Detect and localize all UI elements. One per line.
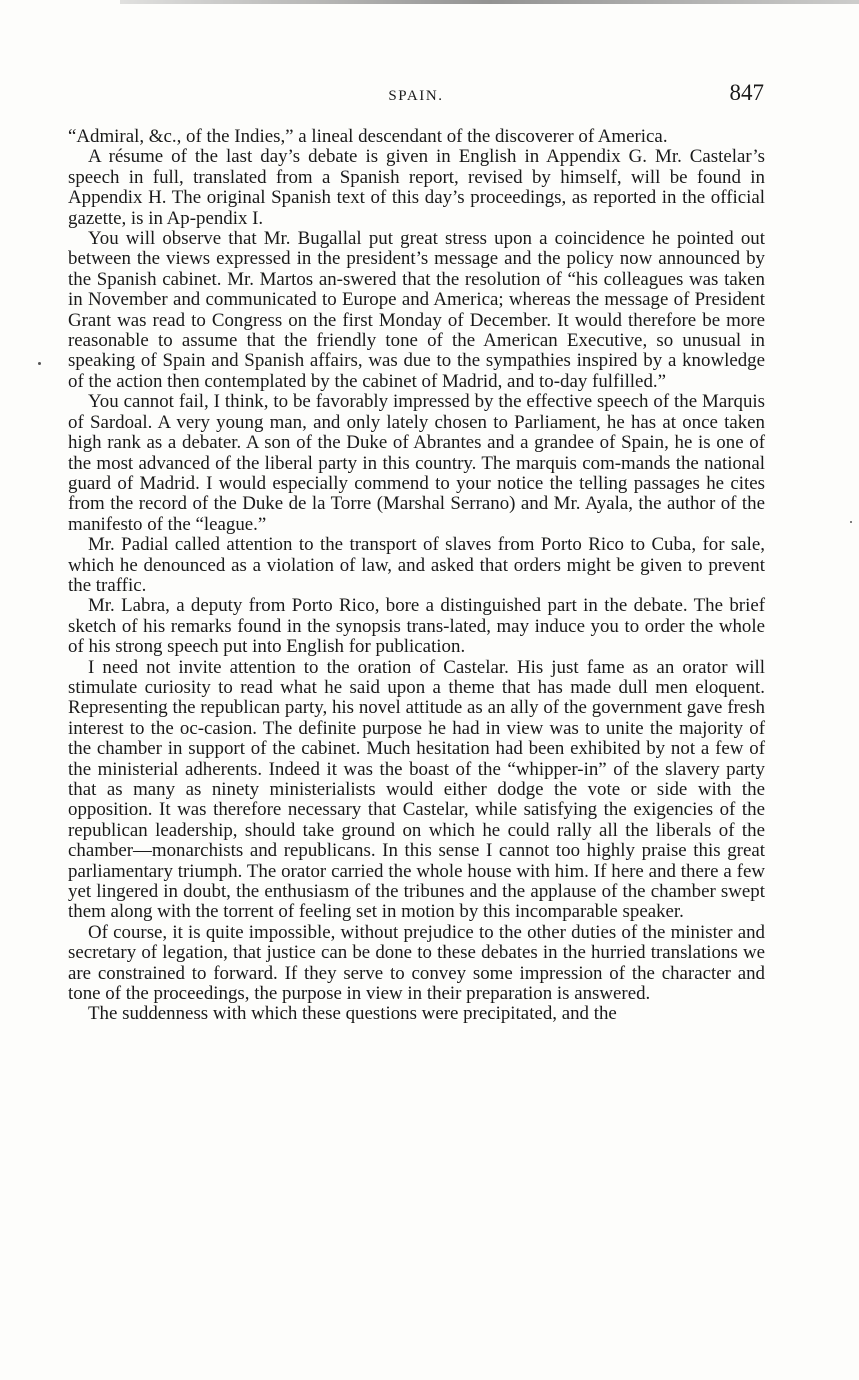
paragraph-4: You cannot fail, I think, to be favorably impressed by the effective speech of the Marquis of Sardoal. A very young man, and only lately chosen to Parliament, he has at once taken high rank as a debater. A son of the Duke of Abrantes and a grandee of Spain, he is one of the most advanced of the liberal party in this country. The marquis com-mands the national guard of Madrid. I would especially commend to your notice the telling passages he cites from the record of the Duke de la Torre (Marshal Serrano) and Mr. Ayala, the author of the manifesto of the “league.” (68, 391, 765, 535)
page-number: 847 (729, 80, 764, 105)
paragraph-2: A résume of the last day’s debate is given in English in Appendix G. Mr. Castelar’s speech in full, translated from a Spanish report, revised by himself, will be found in Appendix H. The original Spanish text of this day’s proceedings, as reported in the official gazette, is in Ap-pendix I. (68, 146, 765, 229)
paragraph-1: “Admiral, &c., of the Indies,” a lineal descendant of the discoverer of America. (68, 126, 668, 147)
print-speck (850, 521, 852, 523)
body-text (68, 127, 765, 1025)
paragraph-3: You will observe that Mr. Bugallal put great stress upon a coincidence he pointed out between the views expressed in the president’s message and the policy now announced by the Spanish cabinet. Mr. Martos an-swered that the resolution of “his colleagues was taken in November and communicated to Europe and America; whereas the message of President Grant was read to Congress on the first Monday of December. It would therefore be more reasonable to assume that the friendly tone of the American Executive, so unusual in speaking of Spain and Spanish affairs, was due to the sympathies inspired by a knowledge of the action then contemplated by the cabinet of Madrid, and to-day fulfilled.” (68, 228, 765, 392)
paragraph-8: Of course, it is quite impossible, without prejudice to the other duties of the minister and secretary of legation, that justice can be done to these debates in the hurried translations we are constrained to forward. If they serve to convey some impression of the character and tone of the proceedings, the purpose in view in their preparation is answered. (68, 921, 765, 1005)
running-title: SPAIN. (388, 88, 444, 104)
paragraph-9: The suddenness with which these questions were precipitated, and the (88, 1003, 617, 1025)
paragraph-6: Mr. Labra, a deputy from Porto Rico, bore a distinguished part in the debate. The brief sketch of his remarks found in the synopsis trans-lated, may induce you to order the whole of his strong speech put into English for publication. (68, 595, 765, 658)
running-header (68, 80, 764, 110)
print-speck (38, 362, 41, 365)
paragraph-5: Mr. Padial called attention to the transport of slaves from Porto Rico to Cuba, for sale, which he denounced as a violation of law, and asked that orders might be given to prevent the traffic. (68, 534, 765, 596)
paragraph-7: I need not invite attention to the oration of Castelar. His just fame as an orator will stimulate curiosity to read what he said upon a theme that has made dull men eloquent. Representing the republican party, his novel attitude as an ally of the government gave fresh interest to the oc-casion. The definite purpose he had in view was to unite the majority of the chamber in support of the cabinet. Much hesitation had been exhibited by not a few of the ministerial adherents. Indeed it was the boast of the “whipper-in” of the slavery party that as many as ninety ministerialists would either dodge the vote or side with the opposition. It was therefore necessary that Castelar, while satisfying the exigencies of the republican leadership, should take ground on which he could rally all the liberals of the chamber—monarchists and republicans. In this sense I cannot too highly praise this great parliamentary triumph. The orator carried the whole house with him. If here and there a few yet lingered in doubt, the enthusiasm of the tribunes and the applause of the chamber swept them along with the torrent of feeling set in motion by this incomparable speaker. (68, 656, 765, 923)
page-top-edge-rule (120, 0, 859, 4)
